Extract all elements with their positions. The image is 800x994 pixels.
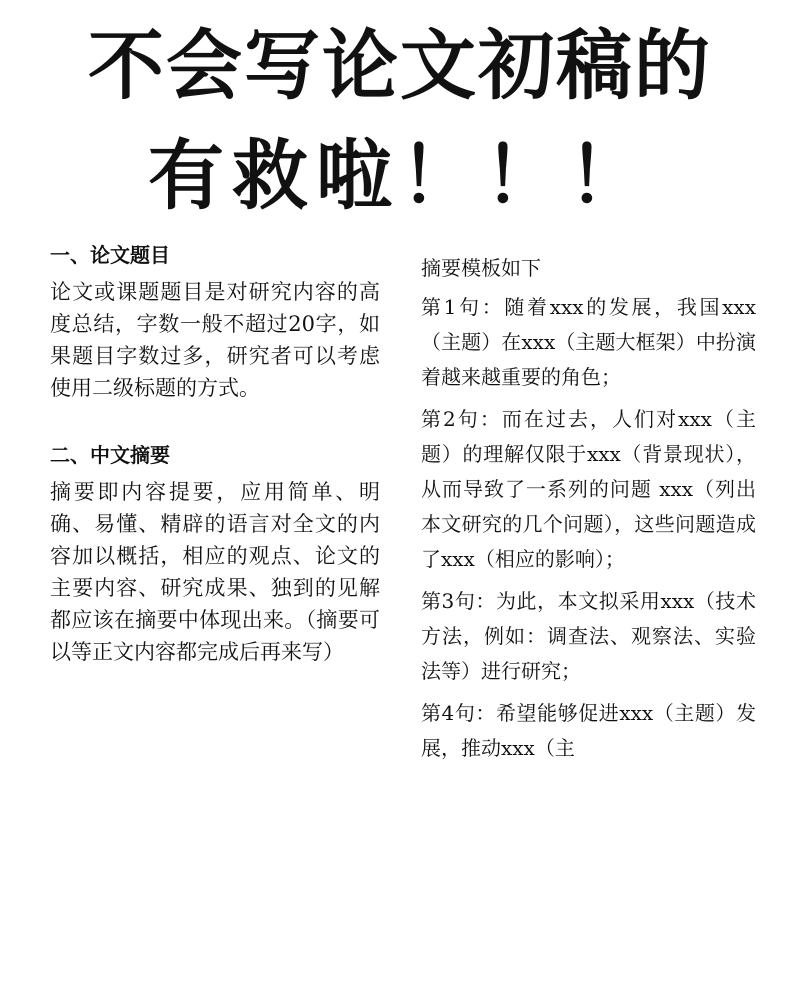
section-text-thesis-title: 论文或课题题目是对研究内容的高度总结，字数一般不超过20字，如果题目字数过多，研究者可以考虑使用二级标题的方式。 [50,280,380,400]
template-sentence-4: 第4句：希望能够促进xxx（主题）发展，推动xxx（主 [421,701,756,760]
template-label: 摘要模板如下 [421,256,541,280]
section-spacer [50,404,380,440]
page-title-line-1: 不会写论文初稿的 [88,21,712,110]
template-sentence-3: 第3句：为此，本文拟采用xxx（技术方法，例如：调查法、观察法、实验法等）进行研究； [421,589,756,683]
template-sentence-1: 第1句：随着xxx的发展，我国xxx（主题）在xxx（主题大框架）中扮演着越来越重要的角色； [421,295,756,389]
page-title-line-2: 有救啦！！！ [148,131,652,220]
section-heading-abstract: 二、中文摘要 [50,443,170,467]
right-column [421,252,756,773]
section-heading-thesis-title: 一、论文题目 [50,243,170,267]
section-text-abstract: 摘要即内容提要，应用简单、明确、易懂、精辟的语言对全文的内容加以概括，相应的观点、论文的主要内容、研究成果、独到的见解都应该在摘要中体现出来。（摘要可以等正文内容都完成后再来写） [50,480,380,664]
template-sentence-2: 第2句：而在过去，人们对xxx（主题）的理解仅限于xxx（背景现状），从而导致了一系列的问题 xxx（列出本文研究的几个问题），这些问题造成了xxx（相应的影响）； [421,407,756,571]
left-column [50,240,380,668]
